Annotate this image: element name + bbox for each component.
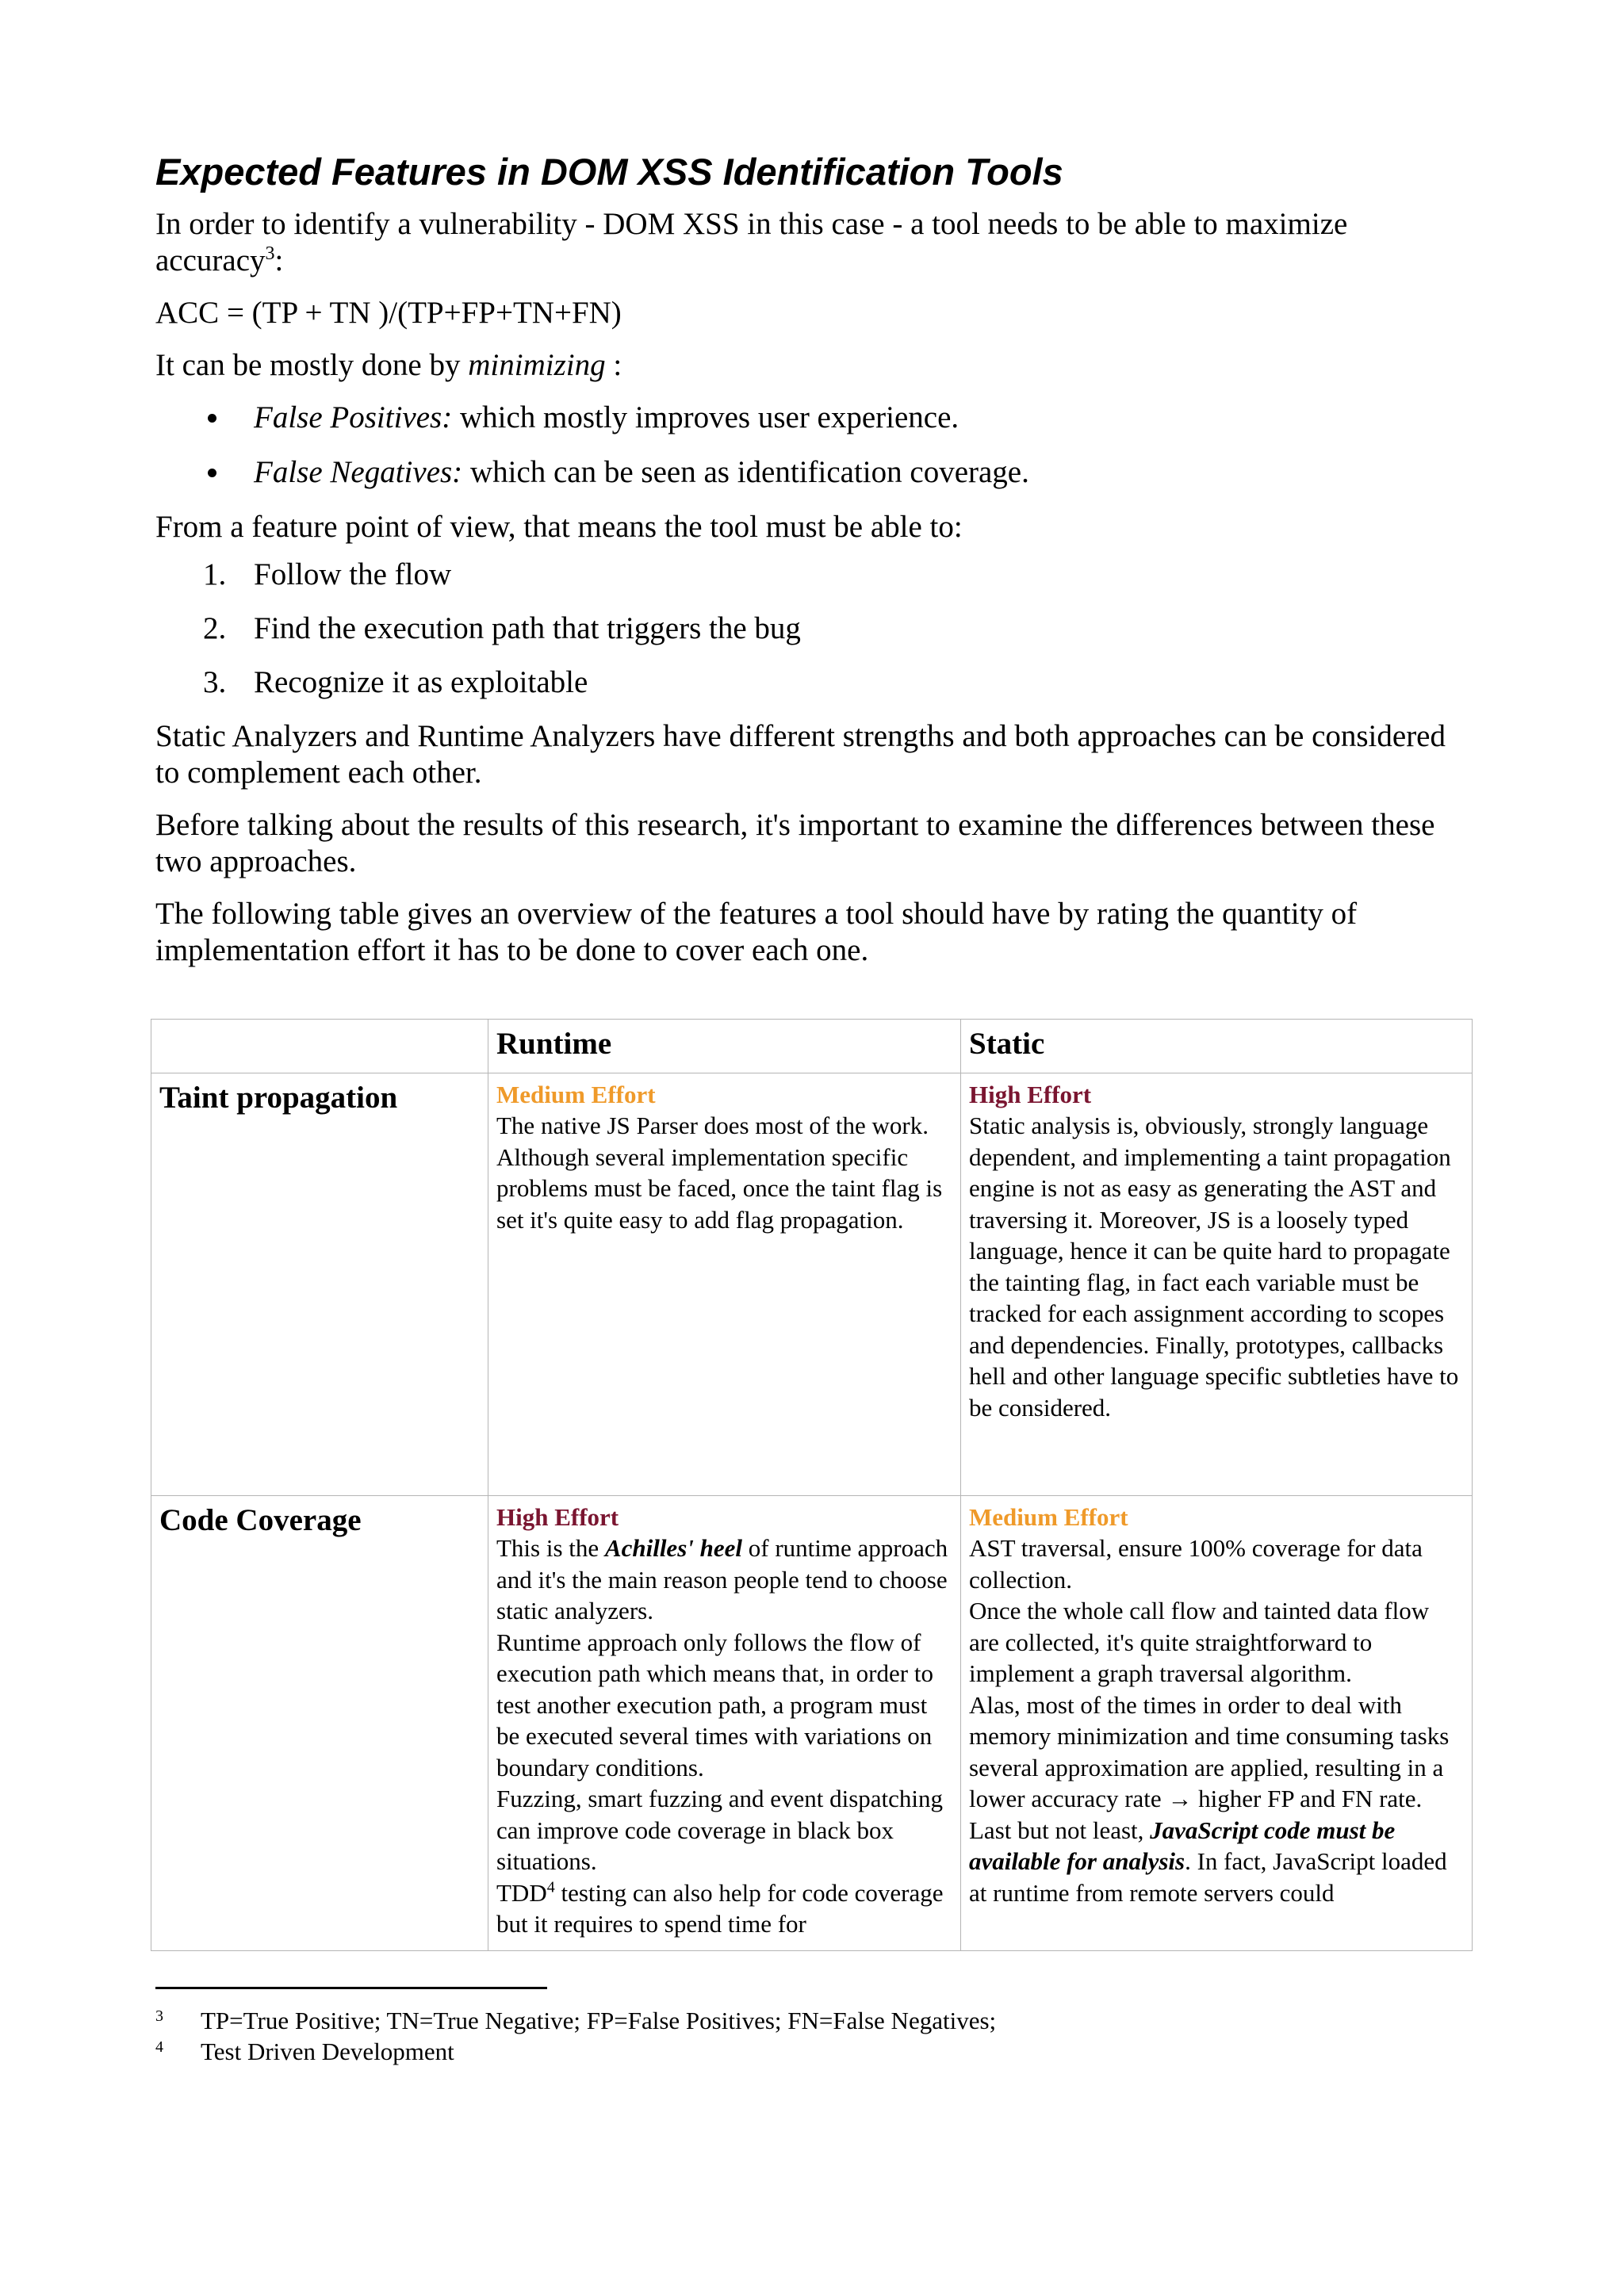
cell-text: Alas, most of the times in order to deal with memory minimization and time consuming tasks several approximation are applied, resulting in a lower accuracy rate → higher FP and FN rate. [969,1690,1450,1812]
paragraph: The following table gives an overview of the features a tool should have by rating the quantity of implementation effort it has to be done to cover each one. [155,897,1358,967]
document-body [155,147,1472,985]
minimizing-after: : [605,348,622,382]
column-header-runtime: Runtime [488,1020,961,1073]
cell-text: Runtime approach only follows the flow of execution path which means that, in order to test another execution path, a program must be executed several times with variations on boundary conditions. [496,1628,933,1781]
footnote-text: Test Driven Development [201,2038,454,2065]
bullet-text: which mostly improves user experience. [452,400,959,434]
list-item [155,454,1472,491]
footnotes [155,1987,1472,2067]
feature-intro: From a feature point of view, that means the tool must be able to: [155,510,963,544]
emphasis-text: JavaScript code must be available for analysis [969,1816,1396,1875]
list-item [155,400,1472,436]
list-number: 3. [203,665,227,699]
intro-colon: : [274,243,284,277]
list-number: 2. [203,611,227,645]
list-item-text: Find the execution path that triggers the bug [254,611,801,645]
list-number: 1. [203,557,227,591]
footnote-ref-4: 4 [546,1878,555,1896]
minimizing-before: It can be mostly done by [155,348,469,382]
cell-text: Static analysis is, obviously, strongly language dependent, and implementing a taint propagation engine is not as easy as generating the AST and traversing it. Moreover, JS is a loosely typed language, hence it can be quite hard to propagate the tainting flag, in fact each variable must be tracked for each assignment according to scopes and dependencies. Finally, prototypes, callbacks hell and other language specific subtleties have to be considered. [969,1112,1459,1422]
cell-text: Last but not least, JavaScript code must be available for analysis. In fact, JavaScript loaded at runtime from remote servers could [969,1816,1447,1907]
emphasis-text: Achilles' heel [604,1534,742,1562]
footnote [155,2036,1472,2067]
effort-badge: High Effort [496,1503,619,1531]
table-header-cell [151,1020,488,1073]
table-row [151,1496,1473,1951]
cell-text: The native JS Parser does most of the work. Although several implementation specific problems must be faced, once the taint flag is set it's quite easy to add flag propagation. [496,1112,943,1234]
list-item-text: Recognize it as exploitable [254,665,588,699]
row-header-code-coverage: Code Coverage [151,1496,488,1951]
bullet-term: False Positives: [254,400,453,434]
footnote [155,2005,1472,2036]
bullet-term: False Negatives: [254,455,463,489]
footnote-text: TP=True Positive; TN=True Negative; FP=False Positives; FN=False Negatives; [201,2007,997,2034]
cell-text: AST traversal, ensure 100% coverage for data collection. [969,1534,1423,1594]
intro-text: In order to identify a vulnerability - DOM XSS in this case - a tool needs to be able to maximize accuracy [155,207,1348,277]
cell-text: TDD$^4$ testing can also help for code coverage but it requires to spend time for [496,1878,944,1938]
cell-text: Fuzzing, smart fuzzing and event dispatching can improve code coverage in black box situations. [496,1785,944,1875]
footnote-ref-3: 3 [265,243,275,264]
paragraph: Before talking about the results of this research, it's important to examine the differences between these two approaches. [155,808,1435,878]
numbered-list [155,557,1472,701]
minimizing-emph: minimizing [468,348,606,382]
table-cell-runtime [488,1073,961,1496]
intro-paragraph [155,206,1472,279]
effort-badge: Medium Effort [496,1081,656,1108]
table-row [151,1073,1473,1496]
bullet-icon [208,414,216,423]
cell-text: Once the whole call flow and tainted data flow are collected, it's quite straightforward to implement a graph traversal algorithm. [969,1597,1430,1687]
list-item [155,664,1472,701]
effort-badge: Medium Effort [969,1503,1128,1531]
list-item [155,557,1472,593]
bullet-list [155,400,1472,491]
table-cell-static [961,1496,1473,1951]
bullet-icon [208,469,216,477]
row-header-taint-propagation: Taint propagation [151,1073,488,1496]
list-item [155,610,1472,647]
accuracy-formula: ACC = (TP + TN )/(TP+FP+TN+FN) [155,296,622,330]
bullet-text: which can be seen as identification coverage. [462,455,1029,489]
features-table [151,1019,1473,1951]
effort-badge: High Effort [969,1081,1092,1108]
table-cell-static [961,1073,1473,1496]
footnote-number: 4 [155,2038,163,2056]
minimizing-paragraph [155,347,1472,384]
paragraph: Static Analyzers and Runtime Analyzers have different strengths and both approaches can be considered to complement each other. [155,719,1446,790]
list-item-text: Follow the flow [254,557,452,591]
section-heading: Expected Features in DOM XSS Identification Tools [155,151,1063,193]
table-cell-runtime [488,1496,961,1951]
column-header-static: Static [961,1020,1473,1073]
cell-text: This is the Achilles' heel of runtime approach and it's the main reason people tend to choose static analyzers. [496,1534,948,1624]
table-header-row [151,1020,1473,1073]
footnote-divider [155,1987,547,1989]
footnote-number: 3 [155,2007,163,2025]
